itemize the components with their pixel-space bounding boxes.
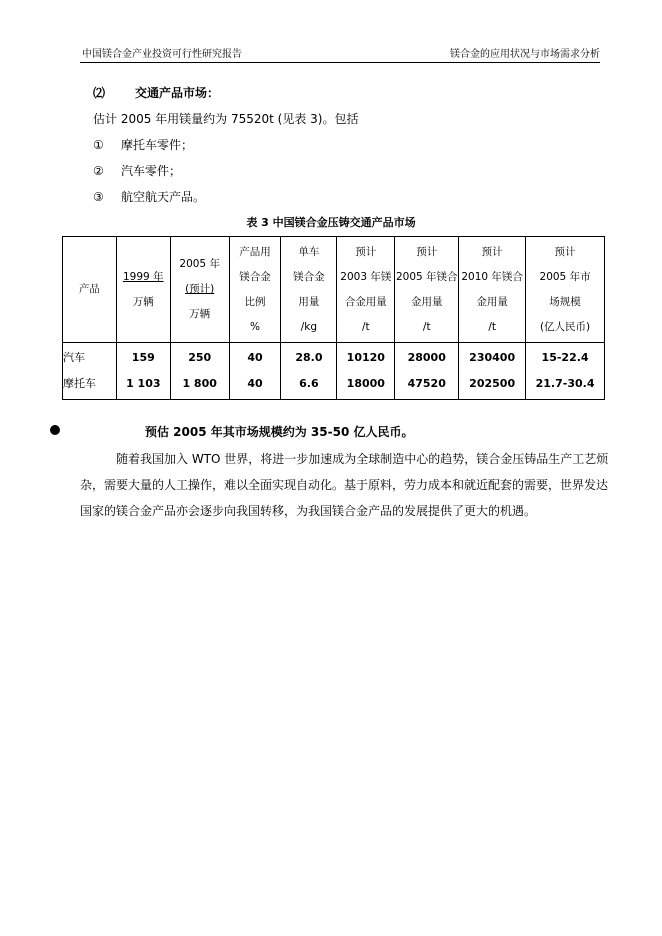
market-table: [62, 236, 605, 400]
header-cell: 预计 2005 年市 场规模 (亿人民币): [526, 237, 605, 343]
header-cell: 预计 2010 年镁合 金用量 /t: [459, 237, 526, 343]
section-title: 交通产品市场：: [135, 86, 220, 100]
table-cell: 250 1 800: [170, 343, 229, 400]
list-marker: ①: [93, 138, 104, 152]
header-cell: 预计 2003 年镁 合金用量 /t: [337, 237, 395, 343]
market-forecast-title: 预估 2005 年其市场规模约为 35-50 亿人民币。: [145, 425, 414, 439]
header-cell: 2005 年 (预计) 万辆: [170, 237, 229, 343]
running-header-chapter: 镁合金的应用状况与市场需求分析: [450, 49, 600, 60]
header-cell: 预计 2005 年镁合 金用量 /t: [395, 237, 459, 343]
table-cell: 10120 18000: [337, 343, 395, 400]
list-text: 航空航天产品。: [121, 190, 206, 204]
list-item: [93, 188, 205, 205]
list-marker: ③: [93, 190, 104, 204]
header-cell: 产品用 镁合金 比例 %: [229, 237, 281, 343]
table-cell-product: 汽车 摩托车: [63, 343, 117, 400]
list-text: 汽车零件；: [121, 164, 182, 178]
section-number: ⑵: [93, 86, 106, 100]
table-cell: 230400 202500: [459, 343, 526, 400]
body-paragraph: 随着我国加入 WTO 世界，将进一步加速成为全球制造中心的趋势，镁合金压铸品生产工艺烦杂，需要大量的人工操作，难以全面实现自动化。基于原料，劳力成本和就近配套的需要，世界发达国家的镁合金产品亦会逐步向我国转移，为我国镁合金产品的发展提供了更大的机遇。: [80, 452, 609, 518]
list-marker: ②: [93, 164, 104, 178]
table-cell: 28.0 6.6: [281, 343, 337, 400]
header-cell: 产品: [63, 237, 117, 343]
table-caption: 表 3 中国镁合金压铸交通产品市场: [246, 216, 416, 229]
running-header-title: 中国镁合金产业投资可行性研究报告: [82, 49, 242, 60]
list-text: 摩托车零件；: [121, 138, 194, 152]
list-item: [93, 136, 193, 153]
list-item: [93, 162, 181, 179]
table-header-row: [63, 237, 605, 343]
header-cell: 1999 年 万辆: [116, 237, 170, 343]
header-rule: [80, 62, 600, 63]
table-row: [63, 343, 605, 400]
table-cell: 28000 47520: [395, 343, 459, 400]
header-cell: 单车 镁合金 用量 /kg: [281, 237, 337, 343]
table-cell: 15-22.4 21.7-30.4: [526, 343, 605, 400]
section-heading: [93, 84, 219, 101]
table-cell: 40 40: [229, 343, 281, 400]
intro-paragraph: 估计 2005 年用镁量约为 75520t (见表 3)。包括: [93, 112, 359, 126]
bullet-dot-icon: [50, 425, 60, 435]
table-cell: 159 1 103: [116, 343, 170, 400]
